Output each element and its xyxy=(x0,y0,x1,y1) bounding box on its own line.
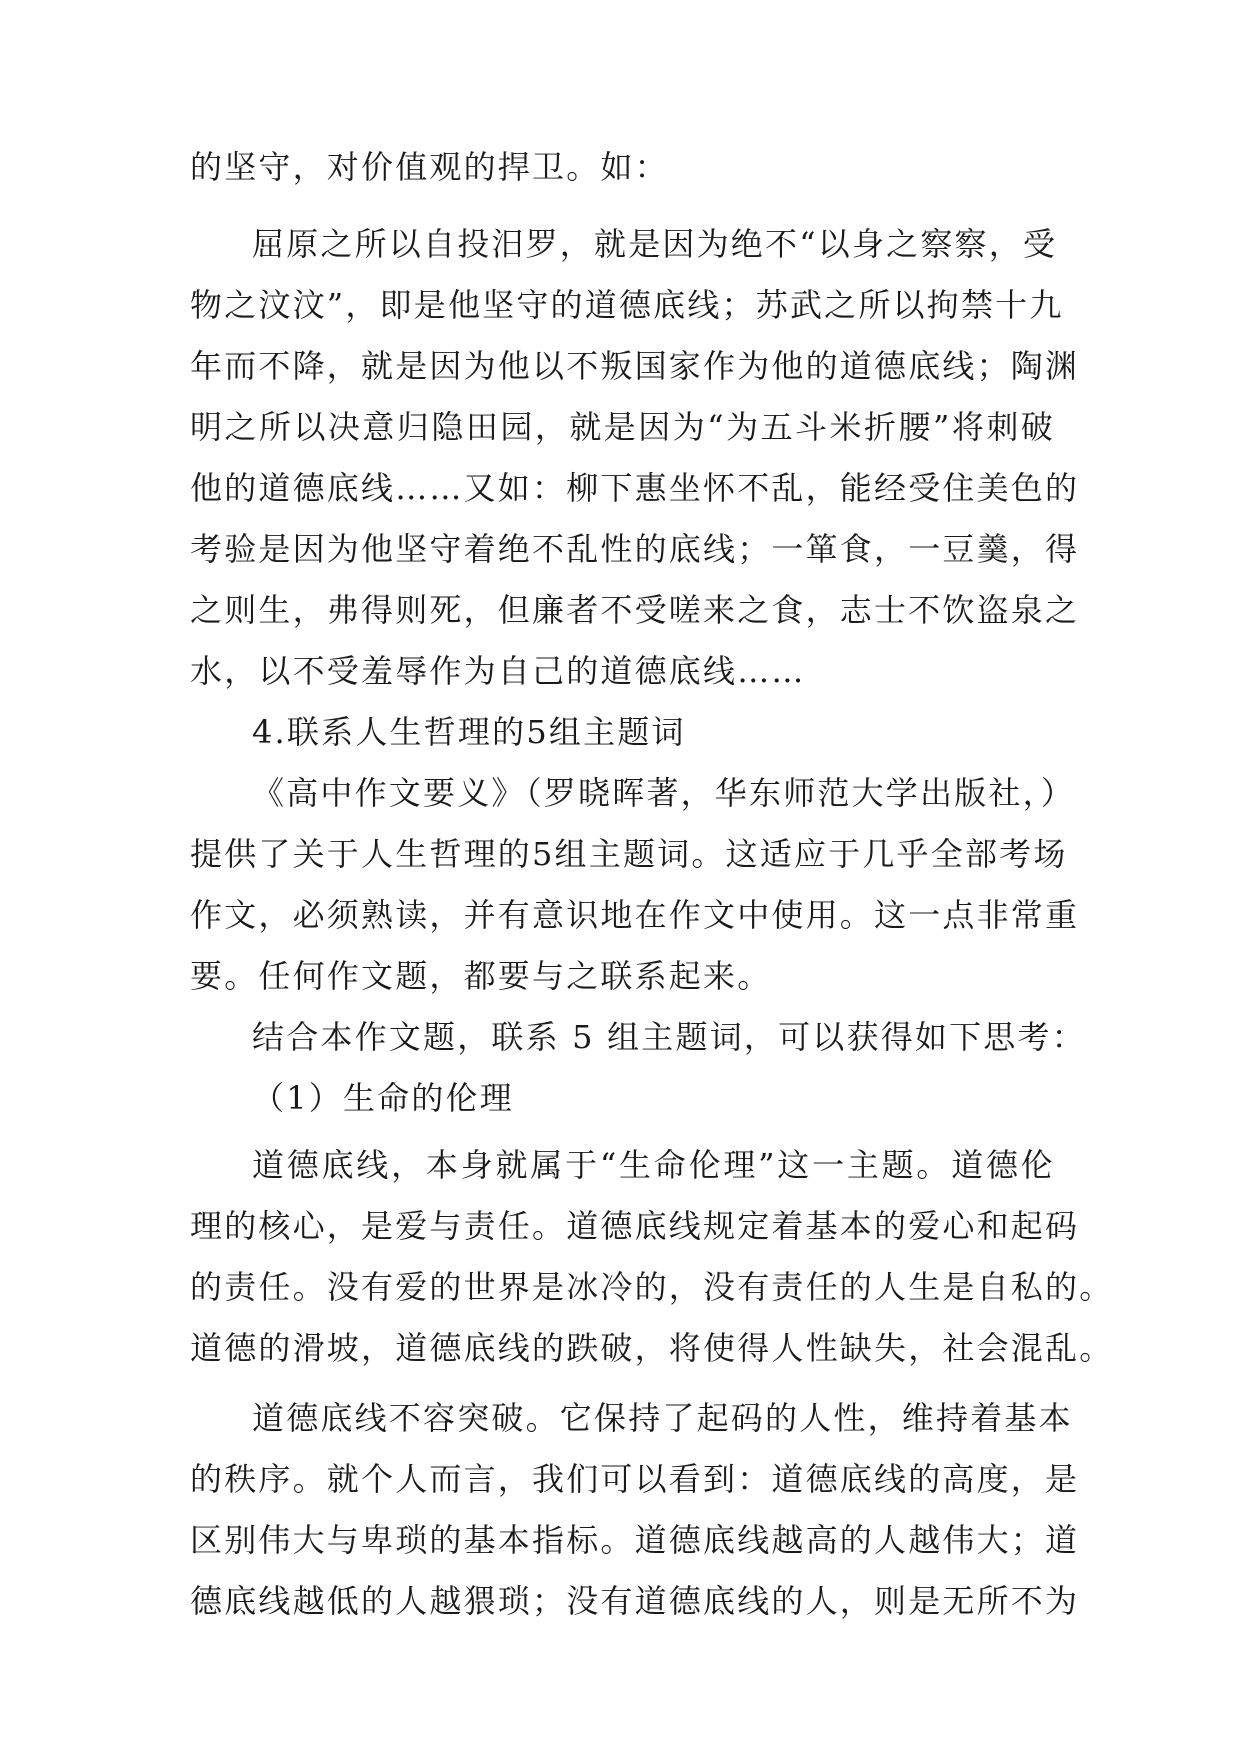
text-line: 提供了关于人生哲理的5组主题词。这适应于几乎全部考场 xyxy=(190,835,1068,873)
text-line: 的坚守，对价值观的捍卫。如： xyxy=(190,148,669,186)
text-line: 德底线越低的人越猥琐；没有道德底线的人，则是无所不为 xyxy=(190,1582,1080,1620)
text-line: 之则生，弗得则死，但廉者不受嗟来之食，志士不饮盗泉之 xyxy=(190,591,1080,629)
text-line: 要。任何作文题，都要与之联系起来。 xyxy=(190,957,772,995)
text-line: 物之汶汶”，即是他坚守的道德底线；苏武之所以拘禁十九 xyxy=(190,286,1064,324)
text-line: 年而不降，就是因为他以不叛国家作为他的道德底线；陶渊 xyxy=(190,347,1080,385)
subsection-heading: （1）生命的伦理 xyxy=(252,1079,514,1117)
text-line: 道德底线，本身就属于“生命伦理”这一主题。道德伦 xyxy=(252,1146,1055,1184)
text-line: 的秩序。就个人而言，我们可以看到：道德底线的高度，是 xyxy=(190,1460,1080,1498)
section-heading: 4.联系人生哲理的5组主题词 xyxy=(252,713,686,751)
text-line: 结合本作文题，联系 5 组主题词，可以获得如下思考： xyxy=(252,1018,1086,1056)
text-line: 区别伟大与卑琐的基本指标。道德底线越高的人越伟大；道 xyxy=(190,1521,1080,1559)
text-line: 他的道德底线……又如：柳下惠坐怀不乱，能经受住美色的 xyxy=(190,469,1080,507)
text-line: 《高中作文要义》（罗晓晖著，华东师范大学出版社，） xyxy=(252,774,1076,812)
text-line: 道德的滑坡，道德底线的跌破，将使得人性缺失，社会混乱。 xyxy=(190,1329,1114,1367)
text-line: 明之所以决意归隐田园，就是因为“为五斗米折腰”将刺破 xyxy=(190,408,1055,446)
text-line: 道德底线不容突破。它保持了起码的人性，维持着基本 xyxy=(252,1399,1073,1437)
text-line: 理的核心，是爱与责任。道德底线规定着基本的爱心和起码 xyxy=(190,1207,1080,1245)
text-line: 水，以不受羞辱作为自己的道德底线…… xyxy=(190,652,806,690)
text-line: 的责任。没有爱的世界是冰冷的，没有责任的人生是自私的。 xyxy=(190,1268,1114,1306)
text-line: 作文，必须熟读，并有意识地在作文中使用。这一点非常重 xyxy=(190,896,1080,934)
text-line: 屈原之所以自投汨罗，就是因为绝不“以身之察察，受 xyxy=(252,225,1058,263)
text-line: 考验是因为他坚守着绝不乱性的底线；一箪食，一豆羹，得 xyxy=(190,530,1080,568)
